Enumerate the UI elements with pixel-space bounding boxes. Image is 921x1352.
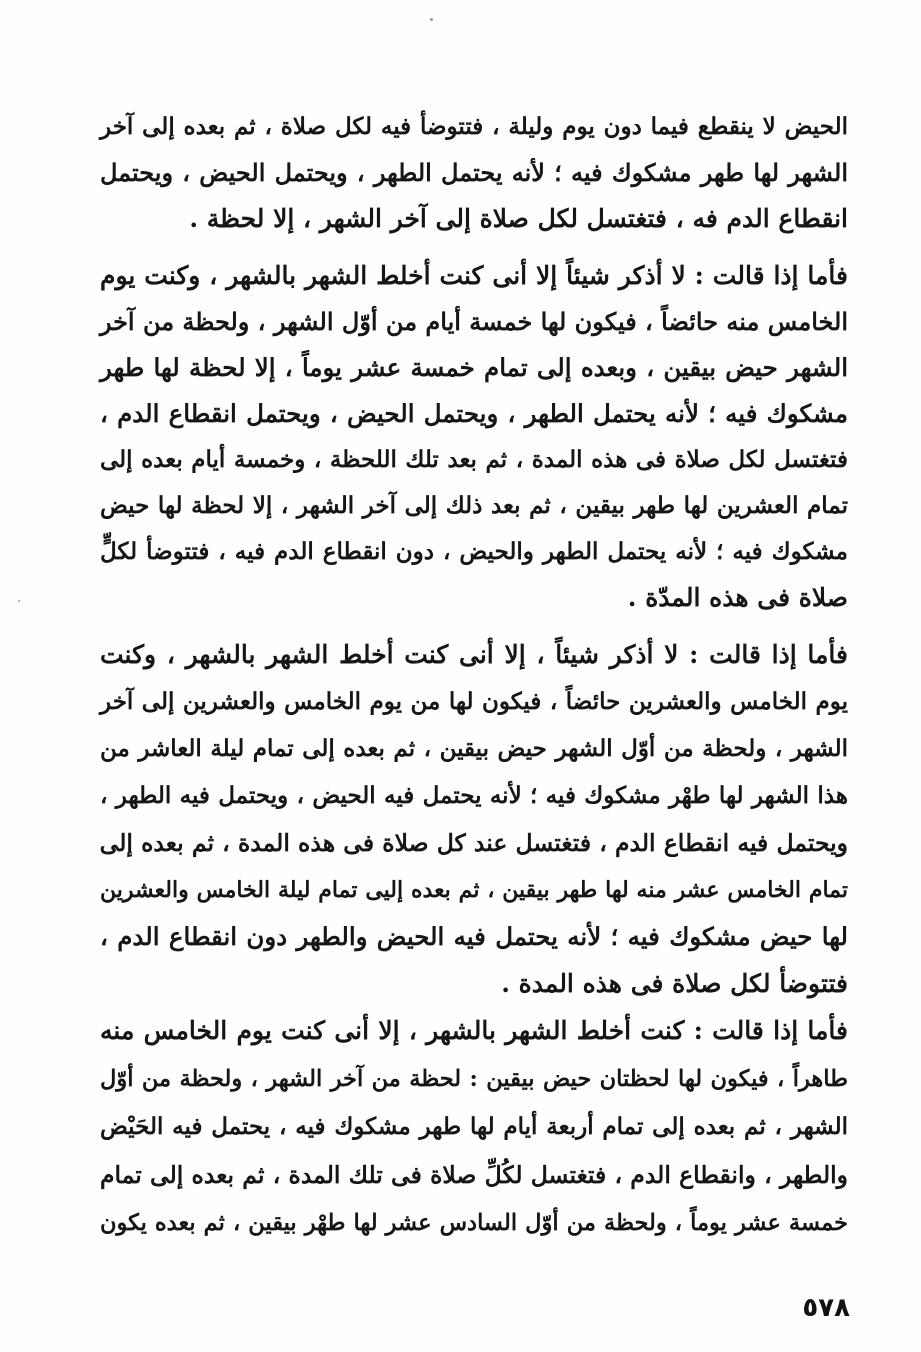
text-line: فأما إذا قالت : لا أذكر شيئاً ، إلا أنى كنت أخلط الشهر بالشهر ، وكنت <box>100 640 848 669</box>
paragraph-2 <box>100 258 848 630</box>
paragraph-3 <box>100 637 848 1009</box>
text-line: الشهر حيض بيقين ، وبعده إلى تمام خمسة عشر يوماً ، إلا لحظة لها طهر <box>100 353 848 382</box>
text-line: تمام الخامس عشر منه لها طهر بيقين ، ثم بعده إليى تمام ليلة الخامس والعشرين <box>100 877 848 903</box>
text-line: يوم الخامس والعشرين حائضاً ، فيكون لها من يوم الخامس والعشرين إلى آخر <box>100 688 848 715</box>
text-line: خمسة عشر يوماً ، ولحظة من أوّل السادس عشر لها طهْر بيقين ، ثم بعده يكون <box>100 1210 848 1236</box>
text-line: والطهر ، وانقطاع الدم ، فتغتسل لكُلِّ صلاة فى تلك المدة ، ثم بعده إلى تمام <box>100 1161 848 1189</box>
scan-speck <box>430 18 433 21</box>
paragraph-4 <box>100 1013 848 1249</box>
text-line: فتتوضأ لكل صلاة فى هذه المدة . <box>501 969 848 998</box>
text-line: ويحتمل فيه انقطاع الدم ، فتغتسل عند كل صلاة فى هذه المدة ، ثم بعده إلى <box>99 829 848 857</box>
text-line: الشهر ، ولحظة من أوّل الشهر حيض بيقين ، ثم بعده إلى تمام ليلة العاشر من <box>100 735 848 762</box>
text-line: لها حيض مشكوك فيه ؛ لأنه يحتمل فيه الحيض والطهر دون انقطاع الدم ، <box>100 922 848 951</box>
text-line: طاهراً ، فيكون لها لحظتان حيض بيقين : لحظة من آخر الشهر ، ولحظة من أوّل <box>100 1066 848 1092</box>
text-line: فأما إذا قالت : كنت أخلط الشهر بالشهر ، إلا أنى كنت يوم الخامس منه <box>100 1016 848 1045</box>
text-line: مشكوك فيه ؛ لأنه يحتمل الطهر والحيض ، دون انقطاع الدم فيه ، فتتوضأ لكلٍّ <box>100 538 848 565</box>
scan-speck <box>18 600 20 602</box>
text-line: الخامس منه حائضاً ، فيكون لها خمسة أيام من أوّل الشهر ، ولحظة من آخر <box>99 307 848 336</box>
text-line: صلاة فى هذه المدّة . <box>627 583 848 612</box>
paragraph-1 <box>100 109 848 254</box>
text-line: فأما إذا قالت : لا أذكر شيئاً إلا أنى كنت أخلط الشهر بالشهر ، وكنت يوم <box>100 261 848 290</box>
text-line: هذا الشهر لها طهْر مشكوك فيه ؛ لأنه يحتمل فيه الحيض ، ويحتمل فيه الطهر ، <box>100 782 848 809</box>
text-line: فتغتسل لكل صلاة فى هذه المدة ، ثم بعد تلك اللحظة ، وخمسة أيام بعده إلى <box>100 446 848 473</box>
page-number: ٥٧٨ <box>802 1293 850 1323</box>
text-line: مشكوك فيه ؛ لأنه يحتمل الطهر ، ويحتمل الحيض ، ويحتمل انقطاع الدم ، <box>100 399 848 428</box>
text-line: انقطاع الدم فه ، فتغتسل لكل صلاة إلى آخر الشهر ، إلا لحظة . <box>189 204 848 233</box>
text-line: الشهر لها طهر مشكوك فيه ؛ لأنه يحتمل الطهر ، ويحتمل الحيض ، ويحتمل <box>100 158 848 187</box>
text-line: تمام العشرين لها طهر بيقين ، ثم بعد ذلك إلى آخر الشهر ، إلا لحظة لها حيض <box>100 492 848 519</box>
text-line: الشهر ، ثم بعده إلى تمام أربعة أيام لها طهر مشكوك فيه ، يحتمل فيه الحَيْض <box>100 1113 848 1140</box>
text-line: الحيض لا ينقطع فيما دون يوم وليلة ، فتتوضأ فيه لكل صلاة ، ثم بعده إلى آخر <box>100 113 848 140</box>
